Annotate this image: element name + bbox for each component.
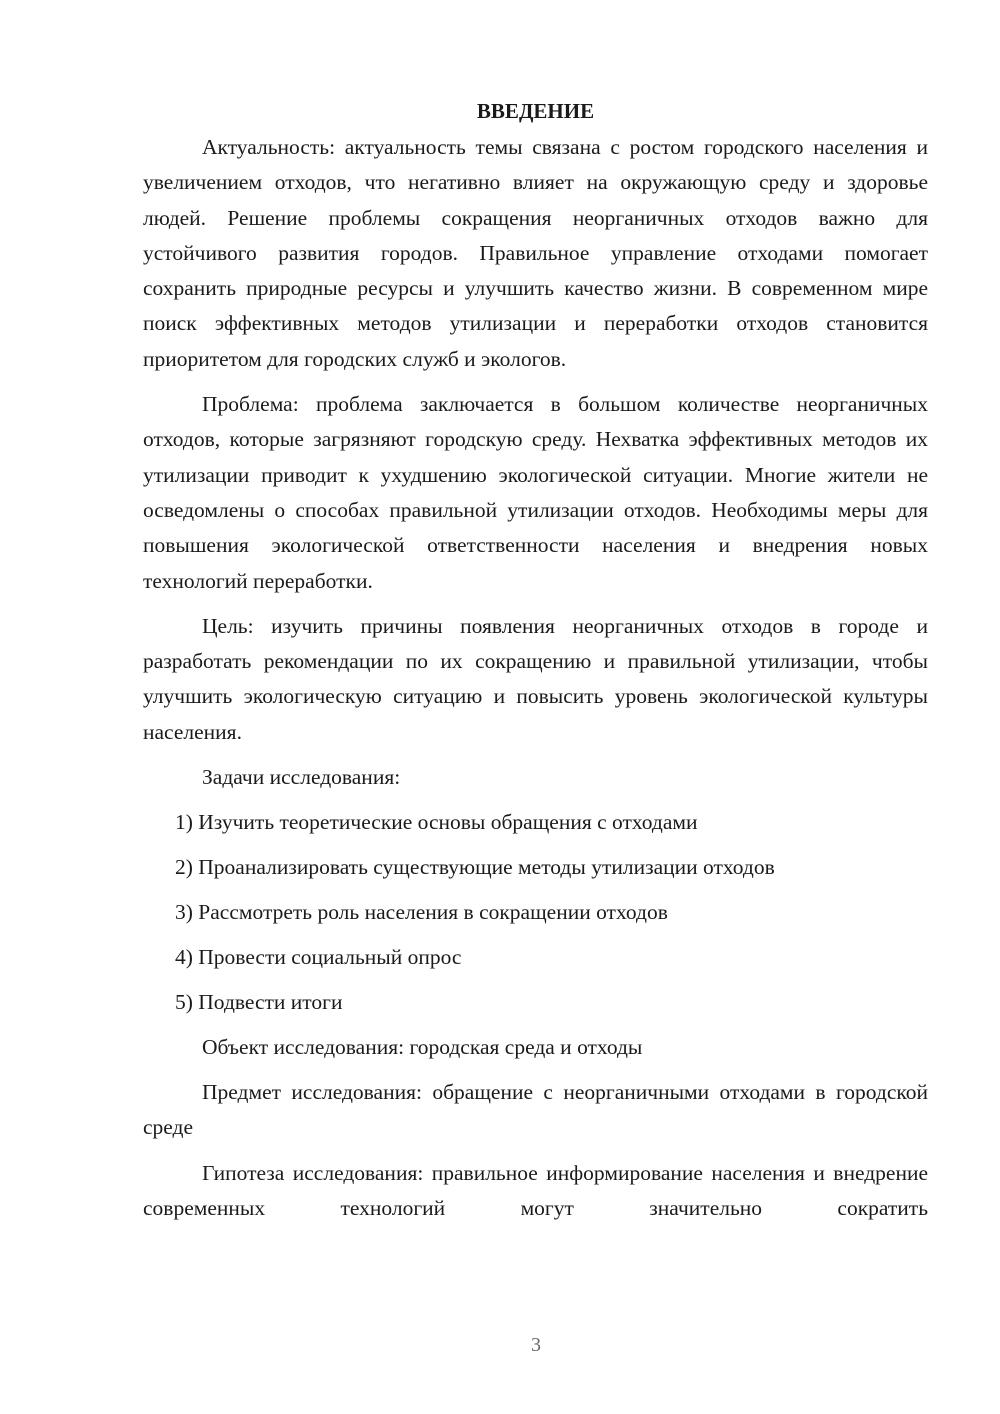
task-item: 4) Провести социальный опрос	[175, 945, 462, 970]
object-paragraph: Объект исследования: городская среда и отходы	[202, 1035, 643, 1060]
task-item: 2) Проанализировать существующие методы утилизации отходов	[175, 855, 775, 880]
section-heading: ВВЕДЕНИЕ	[476, 99, 595, 123]
tasks-title: Задачи исследования:	[202, 765, 401, 790]
goal-paragraph: Цель: изучить причины появления неорганичных отходов в городе и разработать рекомендации по их сокращению и правильной утилизации, чтобы улучшить экологическую ситуацию и повысить уровень экологической культуры населения.	[143, 613, 928, 744]
problem-paragraph: Проблема: проблема заключается в большом количестве неорганичных отходов, которые загрязняют городскую среду. Нехватка эффективных методов их утилизации приводит к ухудшению экологической ситуации. Многие жители не осведомлены о способах правильной утилизации отходов. Необходимы меры для повышения экологической ответственности населения и внедрения новых технологий переработки.	[143, 392, 928, 593]
task-item: 5) Подвести итоги	[175, 990, 343, 1015]
subject-paragraph: Предмет исследования: обращение с неорганичными отходами в городской среде	[143, 1080, 928, 1140]
page-number: 3	[531, 1334, 541, 1356]
relevance-paragraph: Актуальность: актуальность темы связана с ростом городского населения и увеличением отходов, что негативно влияет на окружающую среду и здоровье людей. Решение проблемы сокращения неорганичных отходов важно для устойчивого развития городов. Правильное управление отходами помогает сохранить природные ресурсы и улучшить качество жизни. В современном мире поиск эффективных методов утилизации и переработки отходов становится приоритетом для городских служб и экологов.	[143, 135, 928, 371]
hypothesis-paragraph: Гипотеза исследования: правильное информирование населения и внедрение современных технологий могут значительно сократить	[143, 1160, 928, 1220]
task-item: 1) Изучить теоретические основы обращения с отходами	[175, 810, 698, 835]
page-content	[143, 96, 928, 1236]
tasks-list	[143, 805, 928, 1020]
task-item: 3) Рассмотреть роль населения в сокращении отходов	[175, 900, 668, 925]
